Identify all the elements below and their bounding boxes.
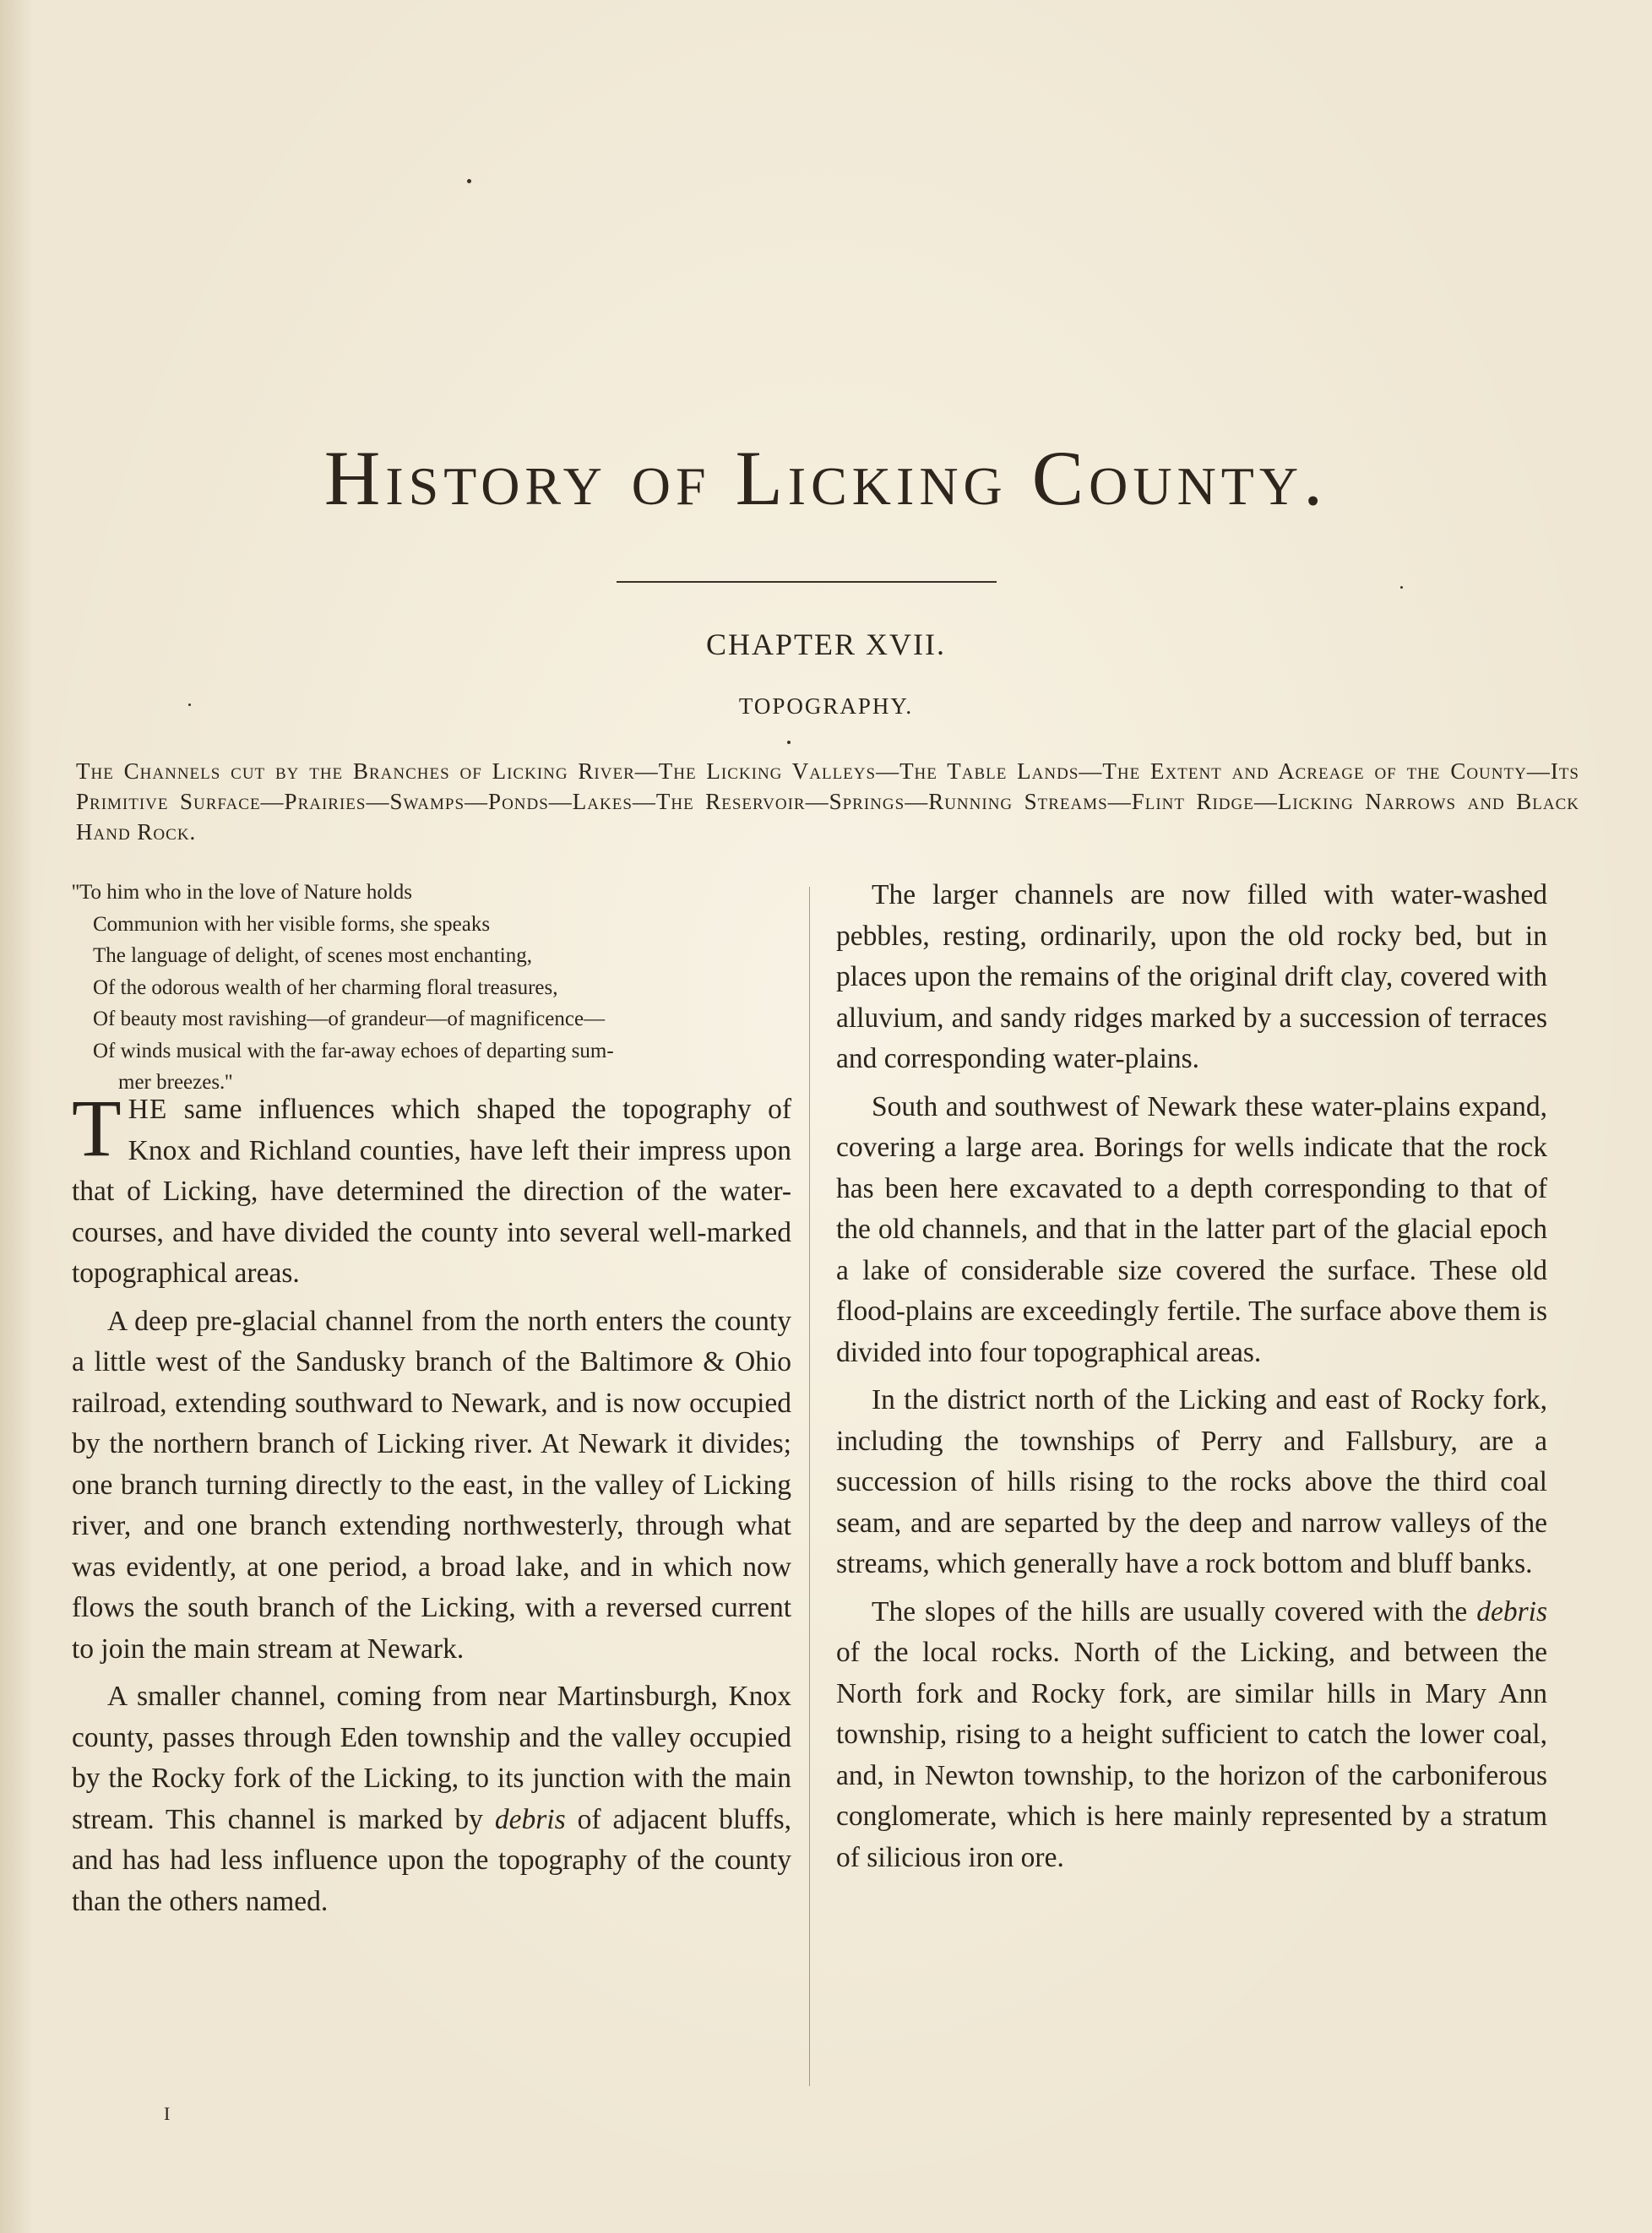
epigraph xyxy=(72,877,798,1099)
paragraph xyxy=(72,1083,791,1295)
paragraph-text: same influences which shaped the topography of Knox and Richland counties, have left their impress upon that of Licking, have determined the direction of the water-courses, and have divided the county into several well-marked topographical areas. xyxy=(72,1094,791,1289)
emphasis: debris xyxy=(1476,1595,1547,1627)
ink-speck xyxy=(467,179,471,183)
column-divider xyxy=(809,887,810,2086)
paragraph: A deep pre-glacial channel from the north enters the county a little west of the Sandusky branch of the Baltimore & Ohio railroad, extending southward to Newark, and is now occupied by the northern branch of Licking river. At Newark it divides; one branch turning directly to the east, in the valley of Licking river, and one branch extending northwesterly, through what was evidently, at one period, a broad lake, and in which now flows the south branch of the Licking, with a reversed current to join the main stream at Newark. xyxy=(72,1305,791,1665)
paragraph: South and southwest of Newark these water-plains expand, covering a large area. Borings for wells indicate that the rock has been here excavated to a depth corresponding to that of the old channels, and that in the latter part of the glacial epoch a lake of considerable size covered the surface. These old flood-plains are exceedingly fertile. The surface above them is divided into four topographical areas. xyxy=(836,1090,1547,1368)
paragraph: The larger channels are now filled with water-washed pebbles, resting, ordinarily, upon the old rocky bed, but in places upon the remains of the original drift clay, covered with alluvium, and sandy ridges marked by a succession of terraces and corresponding water-plains. xyxy=(836,879,1547,1074)
drop-cap: T xyxy=(72,1083,122,1173)
paragraph-text: of the local rocks. North of the Licking, and between the North fork and Rocky fork, are similar hills in Mary Ann township, rising to a height sufficient to catch the lower coal, and, in Newton township, to the horizon of the carboniferous conglomerate, which is here mainly represented by a stratum of silicious iron ore. xyxy=(836,1637,1547,1873)
page-title: History of Licking County. xyxy=(323,435,1329,521)
ink-speck xyxy=(787,741,791,744)
ink-speck xyxy=(1400,586,1403,589)
chapter-subject: TOPOGRAPHY. xyxy=(738,693,914,719)
chapter-synopsis: The Channels cut by the Branches of Licking River—The Licking Valleys—The Table Lands—The Extent and Acreage of the County—Its Primitive Surface—Prairies—Swamps—Ponds—Lakes—The Reservoir—Springs—Running Streams—Flint Ridge—Licking Narrows and Black Hand Rock. xyxy=(76,758,1579,845)
ink-speck xyxy=(188,704,191,706)
paragraph-text: A smaller channel, coming from near Martinsburgh, Knox county, passes through Eden township and the valley occupied by the Rocky fork of the Licking, to its junction with the main stream. This channel is marked by xyxy=(72,1681,791,1835)
epigraph-line: ''To him who in the love of Nature holds xyxy=(72,881,413,904)
emphasis: debris xyxy=(494,1803,566,1835)
epigraph-line: Communion with her visible forms, she speaks xyxy=(93,912,491,936)
right-column xyxy=(836,875,1547,1885)
epigraph-line: Of the odorous wealth of her charming floral treasures, xyxy=(93,975,558,999)
paragraph xyxy=(72,1676,791,1922)
page-number: I xyxy=(164,2103,171,2124)
paragraph-text: of adjacent bluffs, and has had less influence upon the topography of the county than the others named. xyxy=(72,1803,791,1917)
paragraph: In the district north of the Licking and east of Rocky fork, including the townships of Perry and Fallsbury, are a succession of hills rising to the rocks above the third coal seam, and are separted by the deep and narrow valleys of the streams, which generally have a rock bottom and bluff banks. xyxy=(836,1384,1547,1579)
epigraph-line: Of beauty most ravishing—of grandeur—of magnificence— xyxy=(93,1008,606,1030)
paragraph-text: The slopes of the hills are usually covered with the xyxy=(872,1595,1477,1627)
epigraph-line: Of winds musical with the far-away echoes of departing sum- xyxy=(93,1039,614,1062)
chapter-heading: CHAPTER XVII. xyxy=(706,628,946,661)
left-column xyxy=(72,1083,791,1929)
lead-word: HE xyxy=(128,1094,168,1125)
title-rule xyxy=(617,581,997,583)
paragraph xyxy=(836,1592,1547,1879)
epigraph-line: mer breezes.'' xyxy=(118,1071,233,1094)
spine-shadow xyxy=(0,0,34,2233)
epigraph-line: The language of delight, of scenes most enchanting, xyxy=(93,944,532,967)
